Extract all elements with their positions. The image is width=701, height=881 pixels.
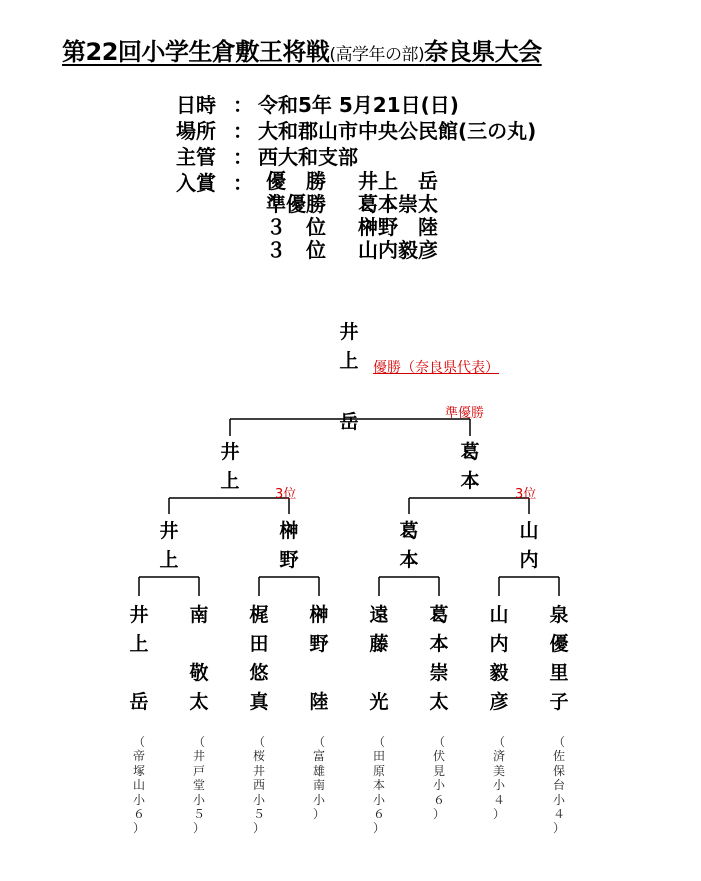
player-6-name: 葛 本 崇 太: [429, 604, 449, 713]
champion-label: 優勝（奈良県代表）: [373, 360, 499, 376]
runner-up-label: 準優勝: [445, 406, 485, 421]
info-host-value: 西大和支部: [258, 145, 358, 169]
player-1-school: （ 帝 塚 山 小 ６ ）: [132, 735, 145, 836]
title-division: (高学年の部): [329, 45, 425, 65]
info-separator: ：: [233, 93, 253, 117]
player-4-school: （ 富 雄 南 小 ）: [312, 735, 325, 822]
third-place-label-left: 3位: [275, 487, 297, 502]
name-char: 葛: [460, 441, 480, 463]
winner-name: [334, 318, 364, 437]
title-event: 奈良県大会: [424, 38, 542, 66]
info-separator: ：: [233, 171, 253, 195]
info-host-label: 主管: [176, 145, 216, 169]
player-5-name: 遠 藤 光: [369, 604, 389, 713]
info-awards-label: 入賞: [176, 171, 216, 195]
player-3-name: 梶 田 悠 真: [249, 604, 269, 713]
player-2-name: 南 敬 太: [189, 604, 209, 713]
name-char: 上: [339, 350, 359, 372]
player-6-school: （ 伏 見 小 ６ ）: [432, 735, 445, 822]
award-row-third-2: ３ 位 山内毅彦: [266, 238, 438, 262]
player-1-name: 井 上 岳: [129, 604, 149, 713]
player-7-name: 山 内 毅 彦: [489, 604, 509, 713]
title-main: 第22回小学生倉敷王将戦: [62, 38, 330, 66]
player-8-name: 泉 優 里 子: [549, 604, 569, 713]
player-3-school: （ 桜 井 西 小 ５ ）: [252, 735, 265, 836]
name-char: 井: [220, 441, 240, 463]
award-row-third-1: ３ 位 榊野 陸: [266, 215, 438, 239]
semifinalist-4: 山 内: [519, 520, 539, 571]
semifinalist-2: 榊 野: [279, 520, 299, 571]
info-separator: ：: [233, 119, 253, 143]
info-date-value: 令和5年 5月21日(日): [258, 93, 459, 117]
name-char: 上: [220, 470, 240, 492]
name-char: 岳: [339, 411, 359, 433]
name-char: 井: [339, 321, 359, 343]
info-date-label: 日時: [176, 93, 216, 117]
player-7-school: （ 済 美 小 ４ ）: [492, 735, 505, 822]
finalist-right: [455, 438, 485, 496]
semifinalist-3: 葛 本: [399, 520, 419, 571]
name-char: 本: [460, 470, 480, 492]
player-8-school: （ 佐 保 台 小 ４ ）: [552, 735, 565, 836]
third-place-label-right: 3位: [515, 487, 537, 502]
semifinalist-1: 井 上: [159, 520, 179, 571]
info-separator: ：: [233, 145, 253, 169]
player-4-name: 榊 野 陸: [309, 604, 329, 713]
player-2-school: （ 井 戸 堂 小 ５ ）: [192, 735, 205, 836]
award-row-champion: 優 勝 井上 岳: [266, 169, 438, 193]
info-place-value: 大和郡山市中央公民館(三の丸): [258, 119, 537, 143]
award-row-runner-up: 準優勝 葛本崇太: [266, 192, 438, 216]
info-place-label: 場所: [176, 119, 216, 143]
player-5-school: （ 田 原 本 小 ６ ）: [372, 735, 385, 836]
finalist-left: [215, 438, 245, 496]
